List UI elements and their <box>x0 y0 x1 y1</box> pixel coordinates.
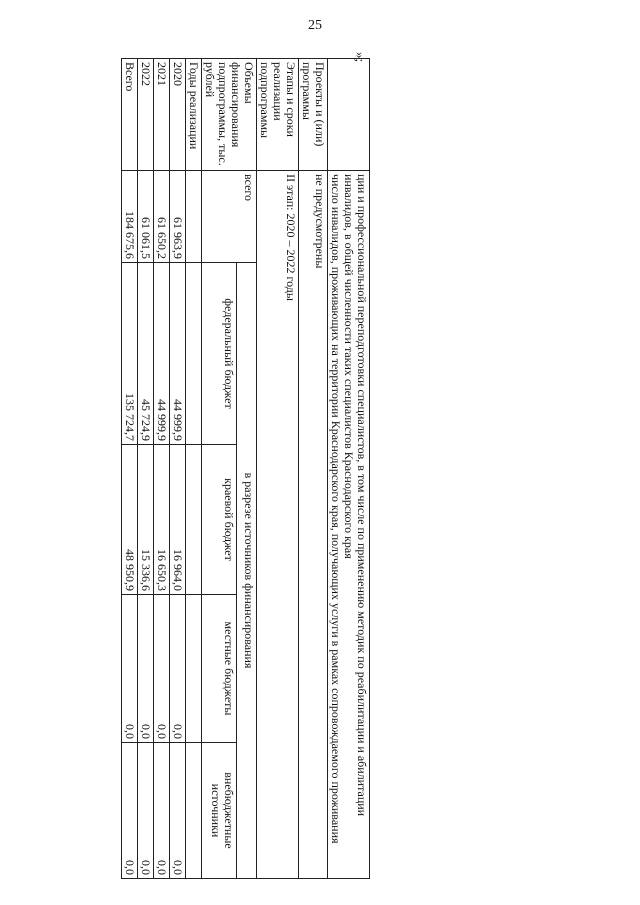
federal-cell: 135 724,7 <box>122 263 138 445</box>
funding-total-label: всего <box>202 171 257 263</box>
projects-label: Проекты и (или) программы <box>299 59 328 171</box>
regional-cell: 15 336,6 <box>138 445 154 595</box>
offbudget-cell: 0,0 <box>170 743 186 879</box>
empty-cell <box>186 595 202 743</box>
empty-cell <box>186 743 202 879</box>
funding-breakdown-label: в разрезе источников финансирования <box>237 263 257 879</box>
year-cell: Всего <box>122 59 138 171</box>
local-cell: 0,0 <box>170 595 186 743</box>
closing-mark: »; <box>353 52 368 63</box>
total-cell: 61 650,2 <box>154 171 170 263</box>
regional-cell: 48 950,9 <box>122 445 138 595</box>
intro-text-2: число инвалидов, проживающих на территории Краснодарского края, получающих услуги в рамках сопровождаемого проживания <box>329 174 343 844</box>
total-cell: 61 963,9 <box>170 171 186 263</box>
local-cell: 0,0 <box>122 595 138 743</box>
offbudget-cell: 0,0 <box>122 743 138 879</box>
intro-text: ции и профессиональной переподготовки специалистов, в том числе по применению методик по реабилитации и абилитации инвалидов, в общей численности таких специалистов Краснодарского края <box>342 174 369 817</box>
regional-cell: 16 964,0 <box>170 445 186 595</box>
federal-cell: 44 999,9 <box>154 263 170 445</box>
funding-label: Объемы финансирования подпрограммы, тыс. рублей <box>202 59 257 171</box>
regional-cell: 16 650,3 <box>154 445 170 595</box>
table-row <box>170 59 186 879</box>
stages-label: Этапы и сроки реализации подпрограммы <box>257 59 299 171</box>
table-row <box>122 59 138 879</box>
years-label: Годы реализации <box>186 59 202 171</box>
intro-text-cell <box>328 171 370 879</box>
federal-cell: 45 724,9 <box>138 263 154 445</box>
offbudget-cell: 0,0 <box>154 743 170 879</box>
empty-cell <box>186 263 202 445</box>
projects-row <box>299 59 328 879</box>
year-cell: 2021 <box>154 59 170 171</box>
table-row <box>138 59 154 879</box>
column-header-regional: краевой бюджет <box>202 445 237 595</box>
stages-value: II этап: 2020 – 2022 годы <box>257 171 299 879</box>
local-cell: 0,0 <box>138 595 154 743</box>
subprogram-passport-table <box>121 58 370 879</box>
column-header-offbudget: внебюджетные источники <box>202 743 237 879</box>
total-cell: 184 675,6 <box>122 171 138 263</box>
empty-cell <box>186 445 202 595</box>
intro-row <box>328 59 370 879</box>
column-header-local: местные бюджеты <box>202 595 237 743</box>
empty-cell <box>186 171 202 263</box>
table-row <box>154 59 170 879</box>
years-header-row <box>186 59 202 879</box>
projects-value: не предусмотрены <box>299 171 328 879</box>
total-cell: 61 061,5 <box>138 171 154 263</box>
offbudget-cell: 0,0 <box>138 743 154 879</box>
page-number: 25 <box>308 18 322 33</box>
local-cell: 0,0 <box>154 595 170 743</box>
column-header-federal: федеральный бюджет <box>202 263 237 445</box>
stages-row <box>257 59 299 879</box>
federal-cell: 44 999,9 <box>170 263 186 445</box>
rotated-table-container <box>100 58 370 878</box>
funding-header-row <box>237 59 257 879</box>
year-cell: 2020 <box>170 59 186 171</box>
year-cell: 2022 <box>138 59 154 171</box>
intro-label-cell <box>328 59 370 171</box>
